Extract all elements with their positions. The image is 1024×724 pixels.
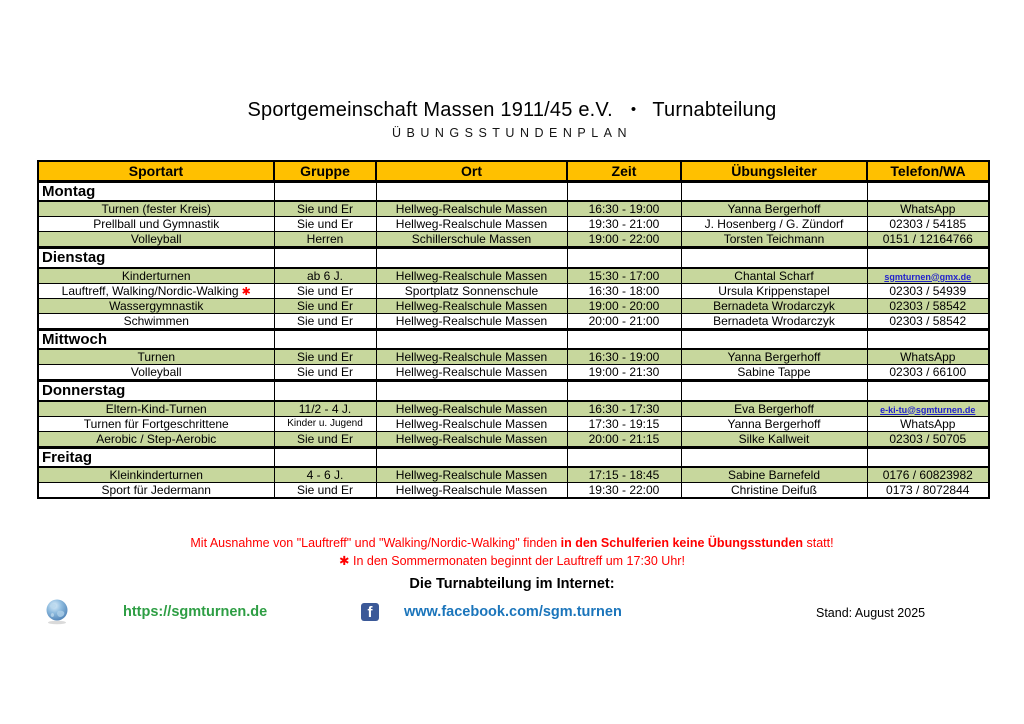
cell-zeit: 17:30 - 19:15 [567,416,681,431]
cell-uebungsleiter: Sabine Barnefeld [681,467,867,483]
cell-telefon: 02303 / 58542 [867,313,989,329]
cell-uebungsleiter: Yanna Bergerhoff [681,201,867,217]
cell-gruppe: Sie und Er [274,283,376,298]
cell-telefon: 0173 / 8072844 [867,483,989,499]
cell-ort: Sportplatz Sonnenschule [376,283,567,298]
schedule-row [38,283,989,298]
document-header [0,99,1024,140]
day-empty-cell [567,329,681,349]
club-name: Sportgemeinschaft Massen 1911/45 e.V. [247,99,613,121]
cell-ort: Schillerschule Massen [376,232,567,248]
cell-gruppe: ab 6 J. [274,268,376,284]
schedule-table [37,160,990,499]
day-empty-cell [867,329,989,349]
cell-gruppe: Sie und Er [274,217,376,232]
cell-sportart: Eltern-Kind-Turnen [38,401,274,417]
day-row [38,329,989,349]
cell-gruppe: Sie und Er [274,483,376,499]
day-empty-cell [867,447,989,467]
summer-months-note: ✱ In den Sommermonaten beginnt der Lauftreff um 17:30 Uhr! [339,554,685,568]
cell-gruppe: Sie und Er [274,201,376,217]
day-name: Dienstag [38,248,274,268]
day-empty-cell [681,329,867,349]
day-empty-cell [681,248,867,268]
website-link[interactable]: https://sgmturnen.de [123,604,268,620]
page-subtitle: ÜBUNGSSTUNDENPLAN [391,126,633,140]
column-header-3: Zeit [567,161,681,181]
footnote-asterisk: ✱ [241,285,251,298]
day-empty-cell [681,381,867,401]
schedule-row [38,431,989,447]
day-name: Montag [38,181,274,201]
page-title [0,99,1024,122]
cell-gruppe: Kinder u. Jugend [274,416,376,431]
cell-ort: Hellweg-Realschule Massen [376,431,567,447]
schedule-row [38,349,989,365]
cell-zeit: 19:30 - 22:00 [567,483,681,499]
cell-telefon: 02303 / 54939 [867,283,989,298]
cell-telefon: WhatsApp [867,349,989,365]
email-link[interactable]: sgmturnen@gmx.de [884,271,972,282]
cell-uebungsleiter: Torsten Teichmann [681,232,867,248]
day-empty-cell [567,248,681,268]
cell-telefon: WhatsApp [867,201,989,217]
cell-uebungsleiter: Eva Bergerhoff [681,401,867,417]
cell-gruppe: Sie und Er [274,365,376,381]
cell-gruppe: Sie und Er [274,431,376,447]
school-holidays-note: Mit Ausnahme von "Lauftreff" und "Walking/Nordic-Walking" finden in den Schulferien keine Übungsstunden statt! [190,536,834,550]
day-empty-cell [681,181,867,201]
schedule-row [38,483,989,499]
revision-date: Stand: August 2025 [816,606,926,620]
cell-ort: Hellweg-Realschule Massen [376,349,567,365]
cell-ort: Hellweg-Realschule Massen [376,268,567,284]
globe-icon [44,598,70,625]
day-empty-cell [567,381,681,401]
cell-ort: Hellweg-Realschule Massen [376,483,567,499]
cell-gruppe: 4 - 6 J. [274,467,376,483]
cell-telefon: 0176 / 60823982 [867,467,989,483]
cell-zeit: 16:30 - 19:00 [567,201,681,217]
cell-zeit: 20:00 - 21:00 [567,313,681,329]
day-empty-cell [376,248,567,268]
schedule-table-body [38,181,989,498]
day-empty-cell [274,329,376,349]
cell-zeit: 19:00 - 20:00 [567,298,681,313]
cell-zeit: 19:30 - 21:00 [567,217,681,232]
schedule-row [38,268,989,284]
facebook-link[interactable]: www.facebook.com/sgm.turnen [404,604,622,620]
schedule-row [38,217,989,232]
cell-uebungsleiter: Christine Deifuß [681,483,867,499]
schedule-row [38,298,989,313]
day-empty-cell [867,381,989,401]
day-empty-cell [681,447,867,467]
cell-zeit: 17:15 - 18:45 [567,467,681,483]
cell-sportart: Turnen für Fortgeschrittene [38,416,274,431]
day-empty-cell [867,248,989,268]
cell-uebungsleiter: Sabine Tappe [681,365,867,381]
column-header-4: Übungsleiter [681,161,867,181]
day-empty-cell [274,181,376,201]
cell-zeit: 19:00 - 21:30 [567,365,681,381]
cell-sportart: Kinderturnen [38,268,274,284]
internet-heading: Die Turnabteilung im Internet: [409,576,615,592]
cell-sportart: Schwimmen [38,313,274,329]
day-empty-cell [376,447,567,467]
cell-uebungsleiter: Ursula Krippenstapel [681,283,867,298]
cell-telefon: 02303 / 50705 [867,431,989,447]
day-row [38,181,989,201]
cell-ort: Hellweg-Realschule Massen [376,313,567,329]
column-header-row [38,161,989,181]
cell-telefon: 02303 / 54185 [867,217,989,232]
schedule-row [38,313,989,329]
day-empty-cell [567,181,681,201]
cell-gruppe: Sie und Er [274,313,376,329]
cell-ort: Hellweg-Realschule Massen [376,217,567,232]
day-empty-cell [867,181,989,201]
department-name: Turnabteilung [652,99,777,121]
school-holidays-note-bold: in den Schulferien keine Übungsstunden [560,536,804,550]
cell-sportart: Volleyball [38,365,274,381]
schedule-row [38,467,989,483]
cell-uebungsleiter: Bernadeta Wrodarczyk [681,313,867,329]
day-name: Freitag [38,447,274,467]
cell-zeit: 20:00 - 21:15 [567,431,681,447]
cell-sportart: Sport für Jedermann [38,483,274,499]
column-header-2: Ort [376,161,567,181]
day-empty-cell [274,381,376,401]
cell-ort: Hellweg-Realschule Massen [376,298,567,313]
cell-uebungsleiter: Yanna Bergerhoff [681,416,867,431]
cell-ort: Hellweg-Realschule Massen [376,201,567,217]
day-empty-cell [376,329,567,349]
email-link[interactable]: e-ki-tu@sgmturnen.de [880,404,976,415]
cell-uebungsleiter: Chantal Scharf [681,268,867,284]
cell-sportart: Wassergymnastik [38,298,274,313]
day-empty-cell [376,181,567,201]
cell-sportart: Turnen (fester Kreis) [38,201,274,217]
day-empty-cell [274,248,376,268]
cell-sportart: Kleinkinderturnen [38,467,274,483]
cell-sportart: Turnen [38,349,274,365]
schedule-row [38,416,989,431]
day-row [38,248,989,268]
cell-uebungsleiter: Yanna Bergerhoff [681,349,867,365]
cell-gruppe: Sie und Er [274,349,376,365]
cell-ort: Hellweg-Realschule Massen [376,467,567,483]
day-row [38,447,989,467]
cell-ort: Hellweg-Realschule Massen [376,416,567,431]
column-header-0: Sportart [38,161,274,181]
cell-uebungsleiter: Silke Kallweit [681,431,867,447]
cell-zeit: 19:00 - 22:00 [567,232,681,248]
cell-sportart: Aerobic / Step-Aerobic [38,431,274,447]
day-empty-cell [376,381,567,401]
cell-telefon: 02303 / 66100 [867,365,989,381]
schedule-row [38,365,989,381]
cell-zeit: 16:30 - 19:00 [567,349,681,365]
cell-gruppe: Herren [274,232,376,248]
cell-sportart: Lauftreff, Walking/Nordic-Walking ✱ [38,283,274,298]
footnotes [0,536,1024,568]
title-bullet: • [630,101,637,118]
column-header-5: Telefon/WA [867,161,989,181]
day-empty-cell [274,447,376,467]
day-empty-cell [567,447,681,467]
cell-sportart: Volleyball [38,232,274,248]
cell-ort: Hellweg-Realschule Massen [376,401,567,417]
facebook-icon[interactable]: f [361,603,379,621]
cell-uebungsleiter: J. Hosenberg / G. Zündorf [681,217,867,232]
column-header-1: Gruppe [274,161,376,181]
day-name: Mittwoch [38,329,274,349]
day-name: Donnerstag [38,381,274,401]
cell-telefon: WhatsApp [867,416,989,431]
cell-zeit: 16:30 - 18:00 [567,283,681,298]
cell-telefon: 0151 / 12164766 [867,232,989,248]
cell-ort: Hellweg-Realschule Massen [376,365,567,381]
schedule-row [38,401,989,417]
cell-gruppe: Sie und Er [274,298,376,313]
schedule-row [38,201,989,217]
cell-telefon: 02303 / 58542 [867,298,989,313]
cell-zeit: 15:30 - 17:00 [567,268,681,284]
cell-sportart: Prellball und Gymnastik [38,217,274,232]
cell-telefon [867,401,989,417]
cell-uebungsleiter: Bernadeta Wrodarczyk [681,298,867,313]
cell-telefon [867,268,989,284]
schedule-row [38,232,989,248]
cell-gruppe: 11/2 - 4 J. [274,401,376,417]
cell-zeit: 16:30 - 17:30 [567,401,681,417]
day-row [38,381,989,401]
